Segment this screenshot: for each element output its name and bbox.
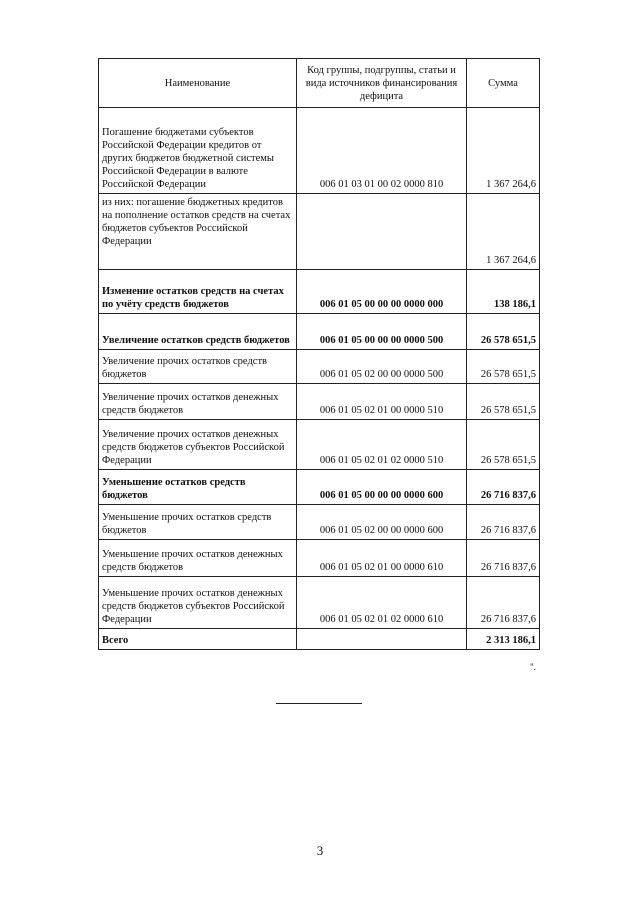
row-name: Уменьшение прочих остатков средств бюджетов <box>99 505 297 540</box>
page-number: 3 <box>316 843 324 858</box>
row-name: Уменьшение прочих остатков денежных средств бюджетов субъектов Российской Федерации <box>99 577 297 629</box>
row-code: 006 01 05 02 00 00 0000 500 <box>297 350 467 384</box>
row-code: 006 01 05 02 01 02 0000 610 <box>297 577 467 629</box>
financing-table <box>98 58 540 650</box>
table-row-total <box>99 629 540 650</box>
row-sum: 26 578 651,5 <box>467 350 540 384</box>
row-name: Всего <box>99 629 297 650</box>
header-name: Наименование <box>99 59 297 108</box>
table-row <box>99 540 540 577</box>
table-row <box>99 194 540 270</box>
row-code: 006 01 03 01 00 02 0000 810 <box>297 108 467 194</box>
row-name: Увеличение прочих остатков денежных средств бюджетов <box>99 384 297 420</box>
row-sum: 26 716 837,6 <box>467 505 540 540</box>
row-sum: 2 313 186,1 <box>467 629 540 650</box>
row-code: 006 01 05 00 00 00 0000 500 <box>297 314 467 350</box>
separator-rule <box>276 703 362 704</box>
table-row <box>99 420 540 470</box>
row-sum: 1 367 264,6 <box>467 108 540 194</box>
row-name: Уменьшение прочих остатков денежных средств бюджетов <box>99 540 297 577</box>
table-header-row <box>99 59 540 108</box>
row-sum: 26 578 651,5 <box>467 384 540 420</box>
row-code <box>297 629 467 650</box>
row-sum: 26 716 837,6 <box>467 540 540 577</box>
table-row <box>99 577 540 629</box>
row-sum: 26 578 651,5 <box>467 420 540 470</box>
row-sum: 138 186,1 <box>467 270 540 314</box>
table-row <box>99 470 540 505</box>
table-row <box>99 384 540 420</box>
row-name: Изменение остатков средств на счетах по учёту средств бюджетов <box>99 270 297 314</box>
header-sum: Сумма <box>467 59 540 108</box>
row-name: Увеличение прочих остатков денежных средств бюджетов субъектов Российской Федерации <box>99 420 297 470</box>
row-code: 006 01 05 00 00 00 0000 600 <box>297 470 467 505</box>
row-name: из них: погашение бюджетных кредитов на пополнение остатков средств на счетах бюджетов субъектов Российской Федерации <box>99 194 297 270</box>
row-name: Увеличение остатков средств бюджетов <box>99 314 297 350</box>
row-code: 006 01 05 02 01 02 0000 510 <box>297 420 467 470</box>
row-name: Увеличение прочих остатков средств бюджетов <box>99 350 297 384</box>
row-code: 006 01 05 02 01 00 0000 510 <box>297 384 467 420</box>
table-row <box>99 270 540 314</box>
row-code <box>297 194 467 270</box>
closing-quote-mark: ". <box>530 662 536 672</box>
row-sum: 1 367 264,6 <box>467 194 540 270</box>
row-name: Погашение бюджетами субъектов Российской Федерации кредитов от других бюджетов бюджетной системы Российской Федерации в валюте Российской Федерации <box>99 108 297 194</box>
row-name: Уменьшение остатков средств бюджетов <box>99 470 297 505</box>
table-row <box>99 505 540 540</box>
table-row <box>99 108 540 194</box>
row-code: 006 01 05 02 00 00 0000 600 <box>297 505 467 540</box>
row-sum: 26 716 837,6 <box>467 470 540 505</box>
table-row <box>99 350 540 384</box>
row-sum: 26 578 651,5 <box>467 314 540 350</box>
row-code: 006 01 05 02 01 00 0000 610 <box>297 540 467 577</box>
header-code: Код группы, подгруппы, статьи и вида источников финансирования дефицита <box>297 59 467 108</box>
row-code: 006 01 05 00 00 00 0000 000 <box>297 270 467 314</box>
row-sum: 26 716 837,6 <box>467 577 540 629</box>
table-row <box>99 314 540 350</box>
